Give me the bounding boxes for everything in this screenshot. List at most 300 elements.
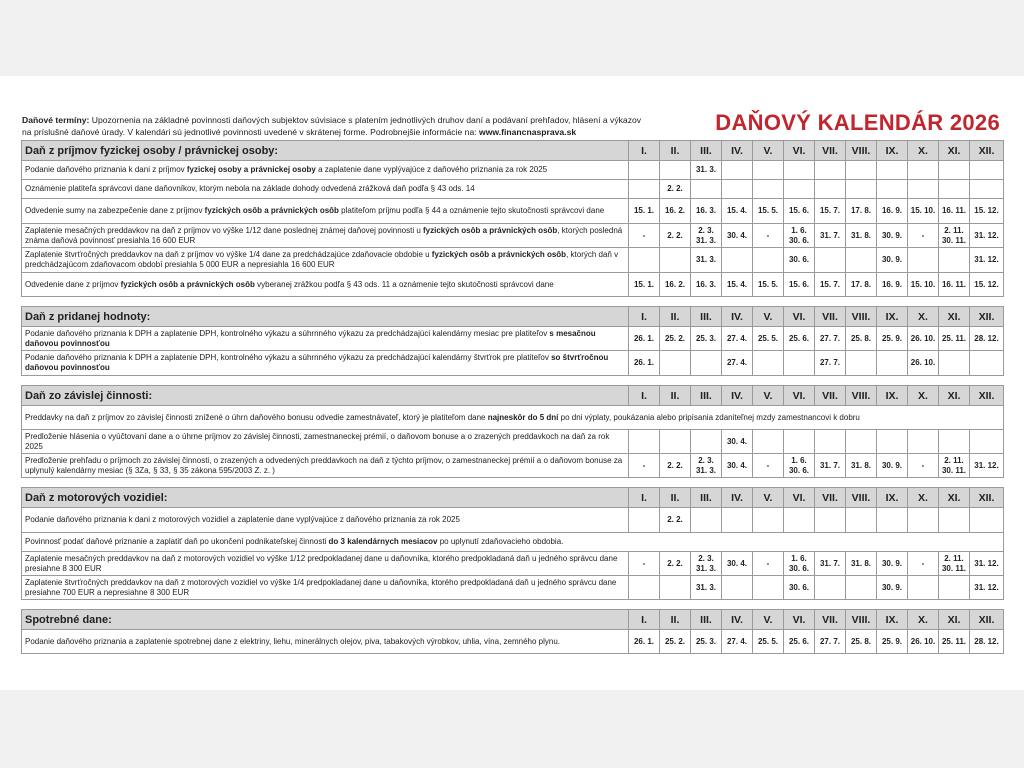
deadline-cell bbox=[784, 351, 815, 376]
month-header: X. bbox=[908, 610, 939, 630]
deadline-cell: 31. 12. bbox=[970, 248, 1004, 273]
table-row bbox=[22, 199, 1004, 224]
deadline-cell bbox=[753, 576, 784, 600]
deadline-cell bbox=[939, 161, 970, 180]
deadline-cell: 15. 4. bbox=[722, 273, 753, 297]
deadline-cell: 31. 12. bbox=[970, 576, 1004, 600]
deadline-cell bbox=[660, 248, 691, 273]
month-header: II. bbox=[660, 610, 691, 630]
month-header: XII. bbox=[970, 141, 1004, 161]
obligation-description bbox=[22, 180, 629, 199]
deadline-cell: 27. 4. bbox=[722, 351, 753, 376]
deadline-cell bbox=[908, 180, 939, 199]
month-header: VI. bbox=[784, 307, 815, 327]
intro-text bbox=[22, 114, 702, 138]
month-header: V. bbox=[753, 488, 784, 508]
deadline-cell: 26. 1. bbox=[629, 327, 660, 351]
description-part: Podanie daňového priznania k dani z príjmov bbox=[25, 165, 187, 174]
month-header: VII. bbox=[815, 141, 846, 161]
month-header: VI. bbox=[784, 141, 815, 161]
deadline-cell: 26. 10. bbox=[908, 327, 939, 351]
deadline-cell bbox=[784, 508, 815, 533]
month-header: I. bbox=[629, 386, 660, 406]
obligation-description bbox=[22, 273, 629, 297]
deadline-cell: 31. 7. bbox=[815, 454, 846, 478]
deadline-cell: 31. 7. bbox=[815, 552, 846, 576]
deadline-cell bbox=[753, 351, 784, 376]
month-header: II. bbox=[660, 386, 691, 406]
deadline-cell bbox=[629, 576, 660, 600]
section-title: Daň z pridanej hodnoty: bbox=[22, 307, 629, 327]
section-title: Daň zo závislej činnosti: bbox=[22, 386, 629, 406]
month-header: VII. bbox=[815, 307, 846, 327]
deadline-cell bbox=[908, 430, 939, 454]
month-header: II. bbox=[660, 488, 691, 508]
section-title: Daň z príjmov fyzickej osoby / právnickej osoby: bbox=[22, 141, 629, 161]
month-header: XII. bbox=[970, 386, 1004, 406]
month-header: III. bbox=[691, 386, 722, 406]
month-header: II. bbox=[660, 307, 691, 327]
deadline-cell: 25. 9. bbox=[877, 630, 908, 654]
deadline-cell: 2. 2. bbox=[660, 552, 691, 576]
description-part: Predloženie prehľadu o príjmoch zo závislej činnosti, o zrazených a odvedených preddavkoch na daň z týchto príjmov, o zamestnaneckej prémií a o daňovom bonuse za uplynulý kalendárny mesiac (§ 3Za, § 33, § 35 zákona 595/2003 Z. z. ) bbox=[25, 455, 623, 475]
deadline-cell bbox=[722, 248, 753, 273]
description-part: po uplynutí zdaňovacieho obdobia. bbox=[437, 537, 564, 546]
deadline-cell: - bbox=[753, 552, 784, 576]
intro-label: Daňové termíny: bbox=[22, 115, 90, 125]
description-part: Preddavky na daň z príjmov zo závislej činnosti znížené o úhrn daňového bonusu odvedie zamestnávateľ, ktorý je platiteľom dane bbox=[25, 412, 488, 422]
deadline-cell bbox=[629, 180, 660, 199]
description-part: vyberanej zrážkou podľa § 43 ods. 11 a oznámenie tejto skutočnosti správcovi dane bbox=[254, 279, 554, 289]
month-header: IX. bbox=[877, 141, 908, 161]
deadline-cell bbox=[846, 180, 877, 199]
deadline-cell bbox=[815, 161, 846, 180]
description-part: Podanie daňového priznania k dani z motorových vozidiel a zaplatenie dane vyplývajúce z daňového priznania za rok 2025 bbox=[25, 515, 460, 524]
deadline-cell: 16. 9. bbox=[877, 273, 908, 297]
deadline-cell bbox=[939, 508, 970, 533]
deadline-cell: 25. 11. bbox=[939, 327, 970, 351]
deadline-cell: 30. 9. bbox=[877, 224, 908, 248]
month-header: I. bbox=[629, 610, 660, 630]
deadline-cell bbox=[753, 180, 784, 199]
deadline-cell: 26. 1. bbox=[629, 351, 660, 376]
section-header bbox=[22, 386, 1004, 406]
deadline-cell: - bbox=[908, 552, 939, 576]
description-part: do 3 kalendárnych mesiacov bbox=[328, 537, 438, 546]
deadline-cell: 2. 11. 30. 11. bbox=[939, 454, 970, 478]
deadline-cell bbox=[877, 161, 908, 180]
month-header: I. bbox=[629, 488, 660, 508]
deadline-cell: 15. 7. bbox=[815, 273, 846, 297]
deadline-cell bbox=[660, 161, 691, 180]
deadline-cell: 16. 11. bbox=[939, 273, 970, 297]
deadline-cell bbox=[753, 161, 784, 180]
month-header: IV. bbox=[722, 610, 753, 630]
section-header bbox=[22, 307, 1004, 327]
deadline-cell bbox=[784, 161, 815, 180]
table-row bbox=[22, 224, 1004, 248]
deadline-cell: - bbox=[629, 454, 660, 478]
month-header: V. bbox=[753, 307, 784, 327]
obligation-description bbox=[22, 630, 629, 654]
deadline-cell: 25. 2. bbox=[660, 630, 691, 654]
obligation-description bbox=[22, 576, 629, 600]
deadline-cell: 15. 10. bbox=[908, 199, 939, 224]
deadline-cell: 28. 12. bbox=[970, 630, 1004, 654]
description-part: Oznámenie platiteľa správcovi dane daňovníkov, ktorým nebola na základe dohody odvedená zrážková daň podľa § 43 ods. 14 bbox=[25, 184, 475, 193]
deadline-cell: 2. 2. bbox=[660, 508, 691, 533]
obligation-description bbox=[22, 248, 629, 273]
description-part: Predloženie hlásenia o vyúčtovaní dane a o úhrne príjmov zo závislej činnosti, zamestnaneckej prémií, o daňovom bonuse a o zrazených preddavkoch na daň za rok 2025 bbox=[25, 431, 610, 451]
description-part: fyzických osôb a právnických osôb bbox=[120, 279, 255, 289]
description-part: Povinnosť podať daňové priznanie a zaplatiť daň po ukončení podnikateľskej činnosti bbox=[25, 537, 329, 546]
deadline-cell: 1. 6. 30. 6. bbox=[784, 552, 815, 576]
deadline-cell: 25. 6. bbox=[784, 327, 815, 351]
section-title: Daň z motorových vozidiel: bbox=[22, 488, 629, 508]
deadline-cell: 1. 6. 30. 6. bbox=[784, 454, 815, 478]
table-row bbox=[22, 161, 1004, 180]
deadline-cell: - bbox=[753, 224, 784, 248]
table-row bbox=[22, 454, 1004, 478]
table-row bbox=[22, 533, 1004, 552]
deadline-cell: 30. 6. bbox=[784, 248, 815, 273]
deadline-cell: - bbox=[753, 454, 784, 478]
deadline-cell: - bbox=[908, 454, 939, 478]
deadline-cell bbox=[753, 430, 784, 454]
deadline-cell: 16. 2. bbox=[660, 199, 691, 224]
deadline-cell bbox=[939, 430, 970, 454]
deadline-cell: - bbox=[629, 552, 660, 576]
deadline-cell: 30. 9. bbox=[877, 454, 908, 478]
deadline-cell bbox=[846, 248, 877, 273]
deadline-cell bbox=[660, 351, 691, 376]
deadline-cell bbox=[846, 161, 877, 180]
deadline-cell: 31. 12. bbox=[970, 454, 1004, 478]
month-header: V. bbox=[753, 386, 784, 406]
deadline-cell: 15. 10. bbox=[908, 273, 939, 297]
month-header: XI. bbox=[939, 610, 970, 630]
obligation-description bbox=[22, 224, 629, 248]
deadline-cell bbox=[722, 576, 753, 600]
deadline-cell: 15. 6. bbox=[784, 199, 815, 224]
deadline-cell: 30. 9. bbox=[877, 248, 908, 273]
table-row bbox=[22, 552, 1004, 576]
deadline-cell: 15. 1. bbox=[629, 273, 660, 297]
description-part: Zaplatenie mesačných preddavkov na daň z príjmov vo výške 1/12 dane poslednej známej daňovej povinnosti u bbox=[25, 225, 424, 235]
description-part: s mesačnou daňovou povinnosťou bbox=[25, 328, 596, 348]
deadline-cell bbox=[970, 161, 1004, 180]
table-row bbox=[22, 576, 1004, 600]
deadline-cell bbox=[970, 351, 1004, 376]
month-header: X. bbox=[908, 488, 939, 508]
deadline-cell bbox=[815, 248, 846, 273]
table-row bbox=[22, 630, 1004, 654]
deadline-cell: 30. 4. bbox=[722, 552, 753, 576]
deadline-cell bbox=[691, 180, 722, 199]
deadline-cell bbox=[939, 248, 970, 273]
deadline-cell bbox=[660, 576, 691, 600]
deadline-cell: 31. 3. bbox=[691, 161, 722, 180]
deadline-cell bbox=[970, 180, 1004, 199]
deadline-cell: 26. 10. bbox=[908, 351, 939, 376]
deadline-cell bbox=[691, 508, 722, 533]
table-row bbox=[22, 406, 1004, 430]
deadline-cell: 2. 3. 31. 3. bbox=[691, 552, 722, 576]
intro-link[interactable]: www.financnasprava.sk bbox=[479, 127, 577, 137]
deadline-cell bbox=[939, 576, 970, 600]
deadline-cell bbox=[877, 351, 908, 376]
deadline-cell: 15. 4. bbox=[722, 199, 753, 224]
deadline-cell: 31. 8. bbox=[846, 552, 877, 576]
deadline-cell: 25. 3. bbox=[691, 327, 722, 351]
deadline-cell: 31. 12. bbox=[970, 552, 1004, 576]
description-part: fyzických osôb a právnických osôb bbox=[431, 250, 567, 259]
description-part: , ktorých posledná známa daňová povinnosť presiahla 16 600 EUR bbox=[25, 225, 623, 245]
deadline-cell: 31. 3. bbox=[691, 248, 722, 273]
month-header: I. bbox=[629, 307, 660, 327]
deadline-cell: 30. 4. bbox=[722, 454, 753, 478]
month-header: IX. bbox=[877, 386, 908, 406]
table-row bbox=[22, 351, 1004, 376]
month-header: VII. bbox=[815, 488, 846, 508]
note-text bbox=[22, 533, 1004, 552]
deadline-cell: 15. 12. bbox=[970, 199, 1004, 224]
month-header: I. bbox=[629, 141, 660, 161]
table-row bbox=[22, 180, 1004, 199]
month-header: V. bbox=[753, 141, 784, 161]
deadline-cell: 30. 4. bbox=[722, 430, 753, 454]
description-part: Zaplatenie mesačných preddavkov na daň z motorových vozidiel vo výške 1/12 predpokladanej dane u daňovníka, ktorého predpokladaná daň u jedného správcu dane presiahne 8 300 EUR bbox=[25, 553, 618, 573]
description-part: Zaplatenie štvrťročných preddavkov na daň z motorových vozidiel vo výške 1/4 predpokladanej dane u daňovníka, ktorého predpokladaná daň u jedného správcu dane presiahne 700 EUR a nepresiahne 8 300 EUR bbox=[25, 577, 617, 597]
deadline-cell: 16. 2. bbox=[660, 273, 691, 297]
deadline-cell: 16. 3. bbox=[691, 199, 722, 224]
deadline-cell bbox=[629, 248, 660, 273]
deadline-cell: 26. 10. bbox=[908, 630, 939, 654]
deadline-cell: 25. 11. bbox=[939, 630, 970, 654]
deadline-cell: 15. 7. bbox=[815, 199, 846, 224]
month-header: VIII. bbox=[846, 386, 877, 406]
month-header: X. bbox=[908, 141, 939, 161]
deadline-cell bbox=[629, 508, 660, 533]
obligation-description bbox=[22, 161, 629, 180]
section-header bbox=[22, 610, 1004, 630]
deadline-cell: - bbox=[629, 224, 660, 248]
month-header: XII. bbox=[970, 488, 1004, 508]
description-part: fyzických osôb a právnických osôb bbox=[204, 206, 339, 215]
deadline-cell bbox=[908, 248, 939, 273]
deadline-cell bbox=[815, 430, 846, 454]
deadline-cell bbox=[846, 430, 877, 454]
table-row bbox=[22, 273, 1004, 297]
month-header: III. bbox=[691, 307, 722, 327]
month-header: IX. bbox=[877, 488, 908, 508]
deadline-cell bbox=[846, 508, 877, 533]
description-part: Podanie daňového priznania k DPH a zaplatenie DPH, kontrolného výkazu a súhrnného výkazu za predchádzajúci kalendárny mesiac pre platiteľov bbox=[25, 328, 550, 338]
obligation-description bbox=[22, 351, 629, 376]
month-header: IX. bbox=[877, 307, 908, 327]
deadline-cell bbox=[846, 576, 877, 600]
obligation-description bbox=[22, 430, 629, 454]
month-header: III. bbox=[691, 610, 722, 630]
month-header: VIII. bbox=[846, 488, 877, 508]
deadline-cell bbox=[846, 351, 877, 376]
obligation-description bbox=[22, 508, 629, 533]
deadline-cell: 25. 5. bbox=[753, 630, 784, 654]
deadline-cell: 31. 7. bbox=[815, 224, 846, 248]
description-part: so štvrťročnou daňovou povinnosťou bbox=[25, 353, 609, 372]
description-part: fyzických osôb a právnických osôb bbox=[423, 225, 558, 235]
obligation-description bbox=[22, 327, 629, 351]
month-header: XI. bbox=[939, 386, 970, 406]
deadline-cell: 30. 6. bbox=[784, 576, 815, 600]
month-header: VI. bbox=[784, 488, 815, 508]
deadline-cell bbox=[970, 430, 1004, 454]
deadline-cell: 2. 3. 31. 3. bbox=[691, 454, 722, 478]
intro-line1: Upozornenia na základné povinnosti daňových subjektov súvisiace s platením jednotlivých druhov daní a podávaní prehľadov, hlásení a výkazov bbox=[89, 115, 642, 125]
section-header bbox=[22, 141, 1004, 161]
month-header: IV. bbox=[722, 141, 753, 161]
deadline-cell: 27. 7. bbox=[815, 327, 846, 351]
description-part: a zaplatenie dane vyplývajúce z daňového priznania za rok 2025 bbox=[315, 165, 548, 174]
month-header: XI. bbox=[939, 307, 970, 327]
description-part: po dni výplaty, poukázania alebo pripísania zdaniteľnej mzdy zamestnancovi k dobru bbox=[558, 412, 860, 422]
month-header: III. bbox=[691, 488, 722, 508]
deadline-cell bbox=[908, 161, 939, 180]
deadline-cell: 2. 11. 30. 11. bbox=[939, 552, 970, 576]
deadline-cell: 15. 6. bbox=[784, 273, 815, 297]
note-text bbox=[22, 406, 1004, 430]
month-header: V. bbox=[753, 610, 784, 630]
month-header: VIII. bbox=[846, 307, 877, 327]
deadline-cell bbox=[722, 508, 753, 533]
deadline-cell: 1. 6. 30. 6. bbox=[784, 224, 815, 248]
deadline-cell: 2. 2. bbox=[660, 224, 691, 248]
deadline-cell bbox=[784, 180, 815, 199]
deadline-cell: 16. 3. bbox=[691, 273, 722, 297]
description-part: fyzickej osoby a právnickej osoby bbox=[186, 165, 316, 174]
deadline-cell bbox=[877, 180, 908, 199]
table-row bbox=[22, 248, 1004, 273]
deadline-cell: 25. 8. bbox=[846, 327, 877, 351]
deadline-cell bbox=[815, 576, 846, 600]
deadline-cell: 31. 12. bbox=[970, 224, 1004, 248]
table-row bbox=[22, 327, 1004, 351]
month-header: X. bbox=[908, 307, 939, 327]
deadline-cell: 30. 9. bbox=[877, 576, 908, 600]
obligation-description bbox=[22, 454, 629, 478]
table-row bbox=[22, 508, 1004, 533]
deadline-cell bbox=[753, 508, 784, 533]
obligation-description bbox=[22, 552, 629, 576]
deadline-cell bbox=[815, 508, 846, 533]
deadline-cell: 2. 2. bbox=[660, 180, 691, 199]
deadline-cell bbox=[939, 351, 970, 376]
deadline-cell: 27. 4. bbox=[722, 630, 753, 654]
section-title: Spotrebné dane: bbox=[22, 610, 629, 630]
month-header: XI. bbox=[939, 141, 970, 161]
deadline-cell bbox=[629, 430, 660, 454]
deadline-cell: 15. 5. bbox=[753, 273, 784, 297]
deadline-cell: 31. 3. bbox=[691, 576, 722, 600]
description-part: , ktorých daň v predchádzajúcom zdaňovacom období presiahla 5 000 EUR a nepresiahla 16 600 EUR bbox=[25, 250, 619, 269]
deadline-cell: 15. 5. bbox=[753, 199, 784, 224]
obligation-description bbox=[22, 199, 629, 224]
deadline-cell: 15. 1. bbox=[629, 199, 660, 224]
deadline-cell: 27. 7. bbox=[815, 351, 846, 376]
month-header: II. bbox=[660, 141, 691, 161]
month-header: XII. bbox=[970, 610, 1004, 630]
deadline-cell: 27. 4. bbox=[722, 327, 753, 351]
deadline-cell: 27. 7. bbox=[815, 630, 846, 654]
deadline-cell: 30. 4. bbox=[722, 224, 753, 248]
deadline-cell: 25. 3. bbox=[691, 630, 722, 654]
deadline-cell: 16. 11. bbox=[939, 199, 970, 224]
deadline-cell bbox=[877, 508, 908, 533]
deadline-cell bbox=[691, 430, 722, 454]
deadline-cell: 31. 8. bbox=[846, 224, 877, 248]
description-part: Odvedenie dane z príjmov bbox=[25, 279, 121, 289]
month-header: VI. bbox=[784, 610, 815, 630]
description-part: Odvedenie sumy na zabezpečenie dane z príjmov bbox=[25, 206, 205, 215]
description-part: najneskôr do 5 dní bbox=[487, 412, 559, 422]
month-header: VII. bbox=[815, 386, 846, 406]
deadline-cell bbox=[722, 180, 753, 199]
table-row bbox=[22, 430, 1004, 454]
deadline-cell: 17. 8. bbox=[846, 199, 877, 224]
month-header: X. bbox=[908, 386, 939, 406]
deadline-cell bbox=[753, 248, 784, 273]
deadline-cell bbox=[784, 430, 815, 454]
month-header: VIII. bbox=[846, 610, 877, 630]
deadline-cell bbox=[660, 430, 691, 454]
month-header: VI. bbox=[784, 386, 815, 406]
month-header: IV. bbox=[722, 307, 753, 327]
deadline-cell: 17. 8. bbox=[846, 273, 877, 297]
month-header: XII. bbox=[970, 307, 1004, 327]
month-header: IV. bbox=[722, 488, 753, 508]
description-part: Podanie daňového priznania k DPH a zaplatenie DPH, kontrolného výkazu a súhrnného výkazu za predchádzajúci kalendárny štvrťrok pre platiteľov bbox=[25, 353, 552, 362]
deadline-cell: 15. 12. bbox=[970, 273, 1004, 297]
deadline-cell bbox=[939, 180, 970, 199]
calendar-sheet bbox=[0, 76, 1024, 690]
deadline-cell: 25. 9. bbox=[877, 327, 908, 351]
deadline-cell: 30. 9. bbox=[877, 552, 908, 576]
month-header: XI. bbox=[939, 488, 970, 508]
deadline-cell: 2. 3. 31. 3. bbox=[691, 224, 722, 248]
description-part: Podanie daňového priznania a zaplatenie spotrebnej dane z elektriny, liehu, minerálnych olejov, piva, tabakových výrobkov, uhlia, vína, zemného plynu. bbox=[25, 636, 560, 646]
month-header: IX. bbox=[877, 610, 908, 630]
section-header bbox=[22, 488, 1004, 508]
description-part: Zaplatenie štvrťročných preddavkov na daň z príjmov vo výške 1/4 dane za predchádzajúce zdaňovacie obdobie u bbox=[25, 250, 432, 259]
deadline-cell bbox=[722, 161, 753, 180]
tax-calendar-table bbox=[21, 140, 1004, 654]
month-header: III. bbox=[691, 141, 722, 161]
deadline-cell bbox=[815, 180, 846, 199]
deadline-cell bbox=[629, 161, 660, 180]
deadline-cell: 28. 12. bbox=[970, 327, 1004, 351]
deadline-cell: - bbox=[908, 224, 939, 248]
deadline-cell: 2. 11. 30. 11. bbox=[939, 224, 970, 248]
deadline-cell: 16. 9. bbox=[877, 199, 908, 224]
deadline-cell: 25. 6. bbox=[784, 630, 815, 654]
deadline-cell bbox=[908, 508, 939, 533]
intro-line2: na príslušné daňové úrady. V kalendári sú jednotlivé povinnosti uvedené v skrátenej forme. Podrobnejšie informácie na: bbox=[22, 127, 480, 137]
deadline-cell: 25. 8. bbox=[846, 630, 877, 654]
deadline-cell: 31. 8. bbox=[846, 454, 877, 478]
deadline-cell: 2. 2. bbox=[660, 454, 691, 478]
month-header: VII. bbox=[815, 610, 846, 630]
month-header: IV. bbox=[722, 386, 753, 406]
